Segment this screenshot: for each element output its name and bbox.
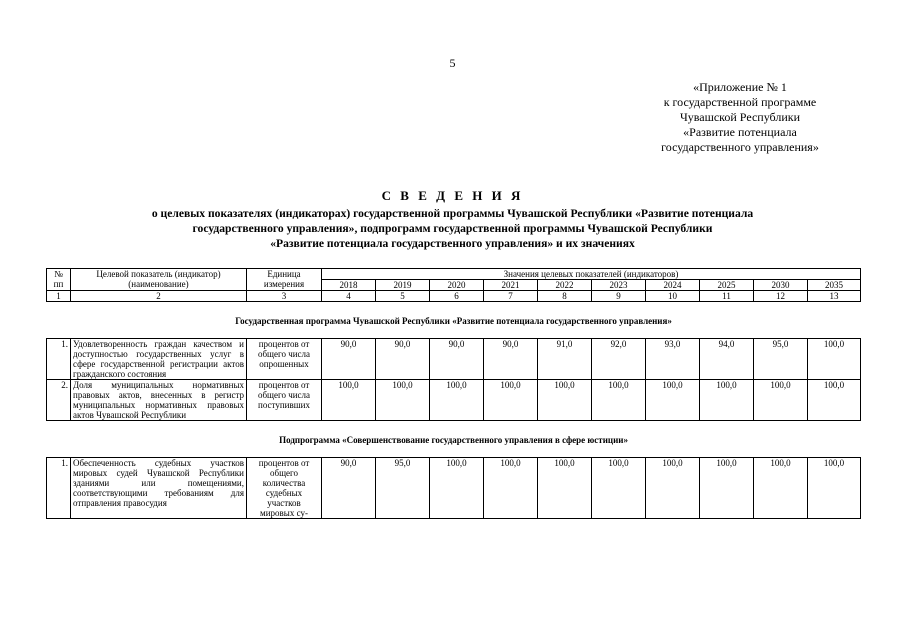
document-heading: [0, 188, 905, 251]
header-row: [47, 269, 861, 280]
row-value: 100,0: [592, 380, 646, 421]
col-number: 3: [247, 291, 322, 302]
appendix-caption: [620, 80, 860, 155]
row-indicator: Обеспеченность судебных участков мировых судей Чувашской Республики зданиями или помещениями, соответствующими требованиям для отправления правосудия: [71, 458, 247, 519]
col-number: 10: [646, 291, 700, 302]
appendix-line: к государственной программе: [663, 95, 817, 109]
header-year: 2022: [538, 280, 592, 291]
col-number: 7: [484, 291, 538, 302]
row-value: 100,0: [700, 458, 754, 519]
appendix-line: «Развитие потенциала: [683, 125, 797, 139]
column-numbers-row: [47, 291, 861, 302]
row-value: 100,0: [430, 380, 484, 421]
row-value: 100,0: [754, 458, 808, 519]
heading-line: о целевых показателях (индикаторах) государственной программы Чувашской Республики «Развитие потенциала: [151, 207, 754, 220]
indicators-table: [46, 268, 861, 519]
row-num: 2.: [47, 380, 71, 421]
row-unit: процентов от общего количества судебных участков мировых су-: [247, 458, 322, 519]
col-number: 12: [754, 291, 808, 302]
row-value: 100,0: [808, 339, 861, 380]
header-year: 2018: [322, 280, 376, 291]
row-value: 90,0: [430, 339, 484, 380]
row-value: 92,0: [592, 339, 646, 380]
col-number: 4: [322, 291, 376, 302]
row-unit: процентов от общего числа поступивших: [247, 380, 322, 421]
header-year: 2035: [808, 280, 861, 291]
header-num: № пп: [47, 269, 71, 291]
row-indicator: Доля муниципальных нормативных правовых актов, внесенных в регистр муниципальных нормативных правовых актов Чувашской Республики: [71, 380, 247, 421]
row-value: 100,0: [646, 380, 700, 421]
heading-title: С В Е Д Е Н И Я: [381, 188, 524, 203]
row-unit: процентов от общего числа опрошенных: [247, 339, 322, 380]
heading-subtitle: [0, 206, 905, 251]
row-value: 100,0: [322, 380, 376, 421]
row-num: 1.: [47, 339, 71, 380]
section-row: [47, 302, 861, 339]
col-number: 8: [538, 291, 592, 302]
row-value: 90,0: [322, 458, 376, 519]
row-value: 93,0: [646, 339, 700, 380]
row-value: 100,0: [538, 380, 592, 421]
section-title: Государственная программа Чувашской Республики «Развитие потенциала государственного управления»: [47, 302, 861, 339]
row-value: 100,0: [646, 458, 700, 519]
table-row: [47, 339, 861, 380]
row-value: 94,0: [700, 339, 754, 380]
table-row: [47, 458, 861, 519]
col-number: 2: [71, 291, 247, 302]
row-value: 100,0: [538, 458, 592, 519]
row-value: 95,0: [376, 458, 430, 519]
header-year: 2019: [376, 280, 430, 291]
appendix-line: государственного управления»: [661, 140, 819, 154]
row-value: 100,0: [808, 380, 861, 421]
header-year: 2023: [592, 280, 646, 291]
header-indicator: Целевой показатель (индикатор) (наименование): [71, 269, 247, 291]
col-number: 9: [592, 291, 646, 302]
row-value: 100,0: [484, 380, 538, 421]
header-year: 2020: [430, 280, 484, 291]
row-num: 1.: [47, 458, 71, 519]
row-value: 100,0: [808, 458, 861, 519]
heading-line: государственного управления», подпрограмм государственной программы Чувашской Республики: [192, 222, 713, 235]
header-year: 2024: [646, 280, 700, 291]
section-title: Подпрограмма «Совершенствование государственного управления в сфере юстиции»: [47, 421, 861, 458]
row-value: 90,0: [484, 339, 538, 380]
page-number: 5: [449, 56, 456, 70]
row-value: 100,0: [592, 458, 646, 519]
table-row: [47, 380, 861, 421]
header-year: 2025: [700, 280, 754, 291]
row-value: 100,0: [484, 458, 538, 519]
row-value: 100,0: [700, 380, 754, 421]
row-value: 90,0: [322, 339, 376, 380]
header-values-group: Значения целевых показателей (индикаторов): [322, 269, 861, 280]
row-value: 95,0: [754, 339, 808, 380]
appendix-line: Чувашской Республики: [679, 110, 801, 124]
col-number: 5: [376, 291, 430, 302]
row-value: 90,0: [376, 339, 430, 380]
section-row: [47, 421, 861, 458]
header-year: 2021: [484, 280, 538, 291]
header-year: 2030: [754, 280, 808, 291]
row-indicator: Удовлетворенность граждан качеством и доступностью государственных услуг в сфере государственной регистрации актов гражданского состояния: [71, 339, 247, 380]
col-number: 6: [430, 291, 484, 302]
row-value: 100,0: [754, 380, 808, 421]
row-value: 100,0: [430, 458, 484, 519]
col-number: 1: [47, 291, 71, 302]
appendix-line: «Приложение № 1: [693, 80, 787, 94]
col-number: 13: [808, 291, 861, 302]
row-value: 100,0: [376, 380, 430, 421]
header-unit: Единица измерения: [247, 269, 322, 291]
heading-line: «Развитие потенциала государственного управления» и их значениях: [270, 237, 635, 250]
row-value: 91,0: [538, 339, 592, 380]
col-number: 11: [700, 291, 754, 302]
